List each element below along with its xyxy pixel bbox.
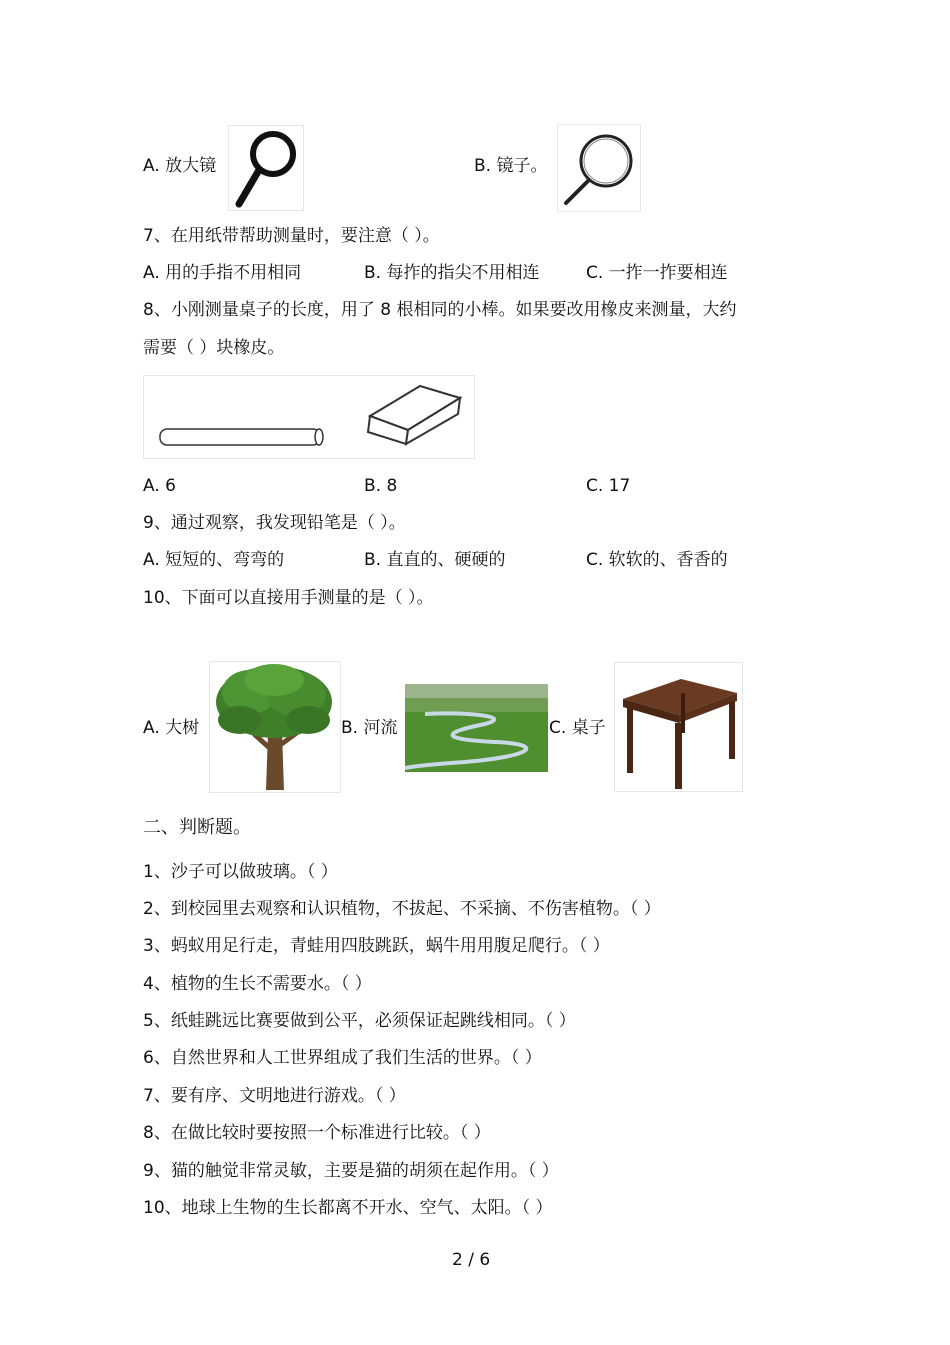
judgment-item-1: 1、沙子可以做玻璃。（ ）	[143, 862, 338, 882]
q10-text: 10、下面可以直接用手测量的是（ ）。	[143, 588, 434, 608]
q10-option-a: A. 大树	[143, 718, 200, 738]
q6-option-b: B. 镜子。	[474, 156, 548, 176]
q8-text-line2: 需要（ ）块橡皮。	[143, 338, 285, 358]
judgment-item-2: 2、到校园里去观察和认识植物，不拔起、不采摘、不伤害植物。（ ）	[143, 899, 661, 919]
q7-option-b: B. 每拃的指尖不用相连	[364, 263, 540, 283]
q8-option-a: A. 6	[143, 476, 176, 496]
q10-option-c: C. 桌子	[549, 718, 606, 738]
judgment-item-4: 4、植物的生长不需要水。（ ）	[143, 974, 372, 994]
judgment-item-7: 7、要有序、文明地进行游戏。（ ）	[143, 1086, 406, 1106]
judgment-item-6: 6、自然世界和人工世界组成了我们生活的世界。（ ）	[143, 1048, 542, 1068]
q6-option-a: A. 放大镜	[143, 156, 217, 176]
magnifier-image	[228, 125, 304, 211]
q7-option-c: C. 一拃一拃要相连	[586, 263, 728, 283]
judgment-item-3: 3、蚂蚁用足行走，青蛙用四肢跳跃，蜗牛用用腹足爬行。（ ）	[143, 936, 610, 956]
q7-text: 7、在用纸带帮助测量时，要注意（ ）。	[143, 226, 440, 246]
q7-option-a: A. 用的手指不用相同	[143, 263, 302, 283]
q9-option-b: B. 直直的、硬硬的	[364, 550, 506, 570]
table-image	[614, 662, 743, 792]
q9-option-c: C. 软软的、香香的	[586, 550, 728, 570]
q9-option-a: A. 短短的、弯弯的	[143, 550, 285, 570]
judgment-item-5: 5、纸蛙跳远比赛要做到公平，必须保证起跳线相同。（ ）	[143, 1011, 576, 1031]
river-image	[405, 684, 548, 772]
q8-text-line1: 8、小刚测量桌子的长度，用了 8 根相同的小棒。如果要改用橡皮来测量，大约	[143, 300, 737, 320]
q10-option-b: B. 河流	[341, 718, 398, 738]
q8-option-b: B. 8	[364, 476, 398, 496]
judgment-item-9: 9、猫的触觉非常灵敏，主要是猫的胡须在起作用。（ ）	[143, 1161, 559, 1181]
q8-option-c: C. 17	[586, 476, 631, 496]
page-number: 2 / 6	[452, 1250, 491, 1270]
mirror-image	[557, 124, 641, 212]
judgment-item-10: 10、地球上生物的生长都离不开水、空气、太阳。（ ）	[143, 1198, 553, 1218]
tree-image	[209, 661, 341, 793]
stick-and-eraser-image	[143, 375, 475, 459]
q9-text: 9、通过观察，我发现铅笔是（ ）。	[143, 513, 406, 533]
section2-title: 二、判断题。	[143, 817, 251, 838]
judgment-item-8: 8、在做比较时要按照一个标准进行比较。（ ）	[143, 1123, 491, 1143]
